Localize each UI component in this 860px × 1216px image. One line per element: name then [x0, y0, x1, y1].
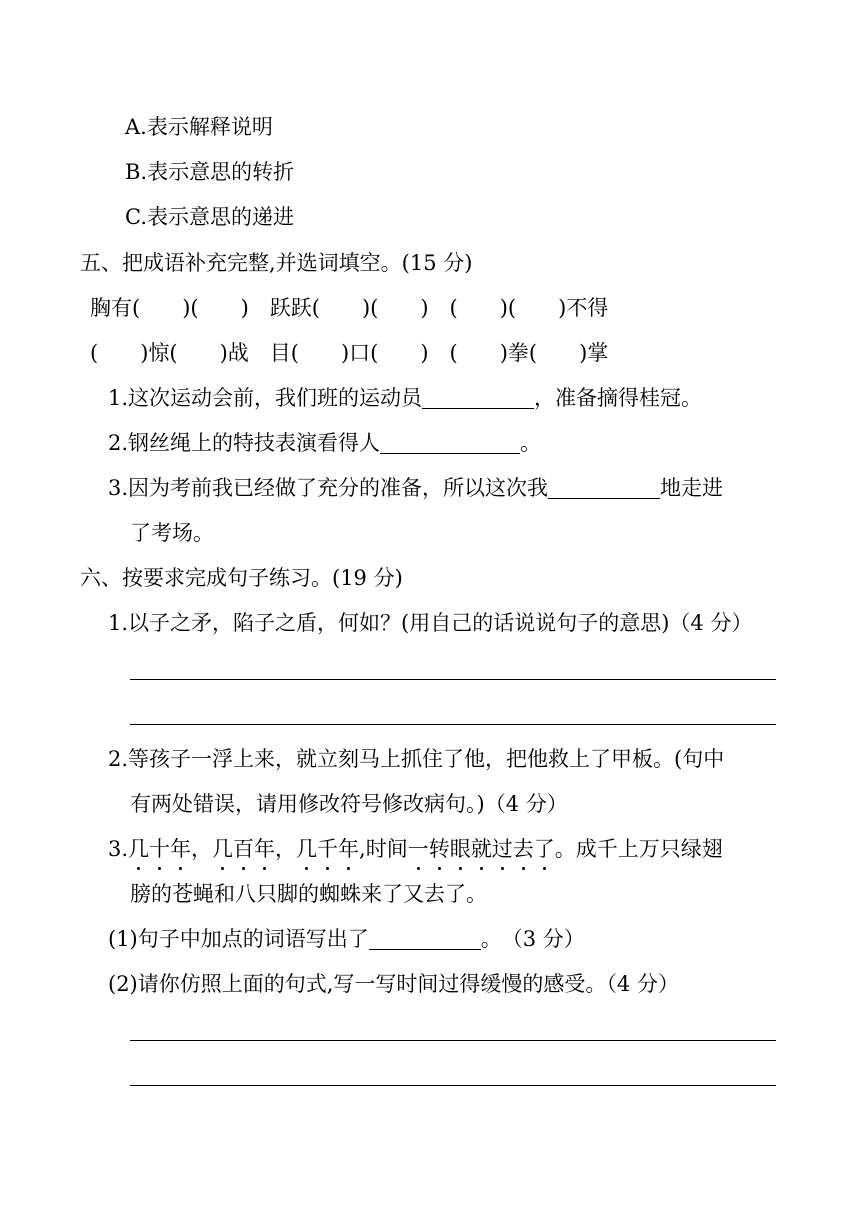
dotted-char: 眼	[450, 834, 471, 864]
answer-blank[interactable]	[369, 927, 481, 950]
sentence-text: 2.钢丝绳上的特技表演看得人	[108, 431, 381, 455]
fill-sentence-1	[108, 383, 702, 413]
option-c: C.表示意思的递进	[125, 205, 294, 229]
dotted-char: 几	[128, 834, 149, 864]
section-5-heading: 五、把成语补充完整,并选词填空。(15 分)	[80, 251, 473, 275]
dotted-word	[128, 837, 191, 861]
dotted-word	[408, 837, 555, 861]
sentence-text: ，准备摘得桂冠。	[534, 386, 703, 410]
option-b: B.表示意思的转折	[125, 160, 295, 184]
dotted-char: 年	[338, 834, 359, 864]
item-3-sentence-cont: 膀的苍蝇和八只脚的蜘蛛来了又去了。	[130, 882, 487, 906]
sentence-text: (1)句子中加点的词语写出了	[108, 927, 369, 951]
dotted-char: 年	[254, 834, 275, 864]
item-2-prompt: 2.等孩子一浮上来，就立刻马上抓住了他，把他救上了甲板。(句中	[108, 747, 725, 771]
sub-question-2: (2)请你仿照上面的句式,写一写时间过得缓慢的感受。（4 分）	[108, 972, 679, 996]
sentence-text: 1.这次运动会前，我们班的运动员	[108, 386, 423, 410]
sentence-text: 。	[520, 431, 542, 455]
fill-sentence-3	[108, 473, 723, 503]
dotted-char: 就	[471, 834, 492, 864]
answer-line[interactable]	[130, 679, 776, 680]
item-1-prompt: 1.以子之矛，陷子之盾，何如？(用自己的话说说句子的意思)（4 分）	[108, 611, 753, 635]
dotted-char: 过	[492, 834, 513, 864]
section-6-heading: 六、按要求完成句子练习。(19 分)	[80, 566, 403, 590]
sentence-text: 。成千上万只绿翅	[554, 837, 723, 861]
item-2-prompt-cont: 有两处错误，请用修改符号修改病句。)（4 分）	[130, 792, 568, 816]
sub-question-1	[108, 924, 585, 954]
dotted-char: 几	[296, 834, 317, 864]
sentence-text: ,时间	[359, 837, 408, 861]
answer-line[interactable]	[130, 1040, 776, 1041]
answer-blank[interactable]	[548, 476, 660, 499]
sentence-text: ，	[191, 837, 213, 861]
answer-blank[interactable]	[380, 431, 520, 454]
answer-line[interactable]	[130, 724, 776, 725]
idiom-row-1: 胸有( )( ) 跃跃( )( ) ( )( )不得	[90, 296, 609, 320]
fill-sentence-3-cont: 了考场。	[130, 521, 214, 545]
sentence-text: 3.因为考前我已经做了充分的准备，所以这次我	[108, 476, 549, 500]
dotted-word	[296, 837, 359, 861]
dotted-char: 几	[212, 834, 233, 864]
answer-line[interactable]	[130, 1085, 776, 1086]
dotted-char: 一	[408, 834, 429, 864]
dotted-char: 十	[149, 834, 170, 864]
sentence-text: ，	[275, 837, 297, 861]
dotted-char: 转	[429, 834, 450, 864]
sentence-text: 地走进	[660, 476, 724, 500]
idiom-row-2: ( )惊( )战 目( )口( ) ( )拳( )掌	[90, 341, 609, 365]
fill-sentence-2	[108, 428, 541, 458]
sentence-text: 。 （3 分）	[480, 927, 585, 951]
item-3-sentence	[108, 834, 723, 864]
dotted-char: 了	[534, 834, 555, 864]
dotted-char: 去	[513, 834, 534, 864]
answer-blank[interactable]	[422, 386, 534, 409]
option-a: A.表示解释说明	[125, 115, 273, 139]
dotted-word	[212, 837, 275, 861]
dotted-char: 百	[233, 834, 254, 864]
item-number: 3.	[108, 837, 129, 861]
dotted-char: 年	[170, 834, 191, 864]
dotted-char: 千	[317, 834, 338, 864]
